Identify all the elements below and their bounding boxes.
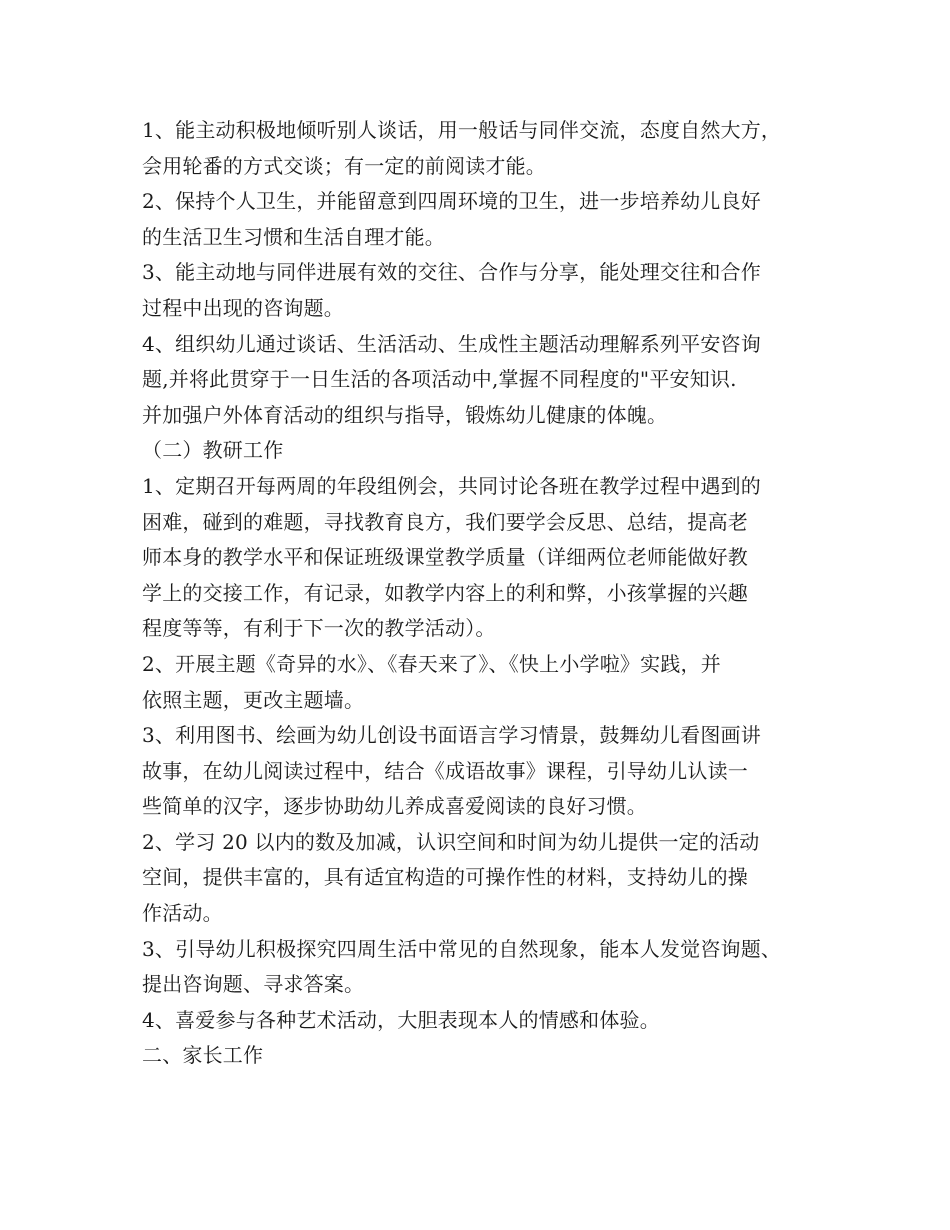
text-line: 2、学习 20 以内的数及加减，认识空间和时间为幼儿提供一定的活动: [142, 829, 760, 854]
text-line: 2、保持个人卫生，并能留意到四周环境的卫生，进一步培养幼儿良好: [142, 189, 761, 214]
text-line: 4、组织幼儿通过谈话、生活活动、生成性主题活动理解系列平安咨询: [142, 331, 761, 356]
text-line: 3、引导幼儿积极探究四周生活中常见的自然现象，能本人发觉咨询题、: [142, 936, 782, 961]
text-line: 提出咨询题、寻求答案。: [142, 972, 365, 997]
text-line: 依照主题，更改主题墙。: [142, 687, 365, 712]
text-line: 故事，在幼儿阅读过程中，结合《成语故事》课程，引导幼儿认读一: [142, 758, 748, 783]
text-line: 空间，提供丰富的，具有适宜构造的可操作性的材料，支持幼儿的操: [142, 865, 748, 890]
text-line: 题,并将此贯穿于一日生活的各项活动中,掌握不同程度的"平安知识.: [142, 367, 737, 392]
text-line: 3、能主动地与同伴进展有效的交往、合作与分享，能处理交往和合作: [142, 260, 761, 285]
text-line: 4、喜爱参与各种艺术活动，大胆表现本人的情感和体验。: [142, 1007, 660, 1032]
document-body: [142, 113, 832, 1074]
text-line: 并加强户外体育活动的组织与指导，锻炼幼儿健康的体魄。: [142, 402, 668, 427]
text-line: 程度等等，有利于下一次的教学活动）。: [142, 616, 496, 641]
text-line: 师本身的教学水平和保证班级课堂教学质量（详细两位老师能做好教: [142, 545, 748, 570]
text-line: 2、开展主题《奇异的水》、《春天来了》、《快上小学啦》实践，并: [142, 651, 721, 676]
text-line: 1、定期召开每两周的年段组例会，共同讨论各班在教学过程中遇到的: [142, 473, 761, 498]
text-line: 会用轮番的方式交谈；有一定的前阅读才能。: [142, 153, 546, 178]
text-line: 1、能主动积极地倾听别人谈话，用一般话与同伴交流，态度自然大方，: [142, 118, 782, 142]
text-line: 3、利用图书、绘画为幼儿创设书面语言学习情景，鼓舞幼儿看图画讲: [142, 723, 761, 748]
text-line: 的生活卫生习惯和生活自理才能。: [142, 224, 445, 249]
section-heading: 二、家长工作: [142, 1043, 264, 1068]
section-heading: （二）教研工作: [142, 438, 284, 463]
text-line: 过程中出现的咨询题。: [142, 295, 344, 320]
text-line: 困难，碰到的难题，寻找教育良方，我们要学会反思、总结，提高老: [142, 509, 748, 534]
text-line: 作活动。: [142, 901, 223, 926]
text-line: 些简单的汉字，逐步协助幼儿养成喜爱阅读的良好习惯。: [142, 794, 647, 819]
text-line: 学上的交接工作，有记录，如教学内容上的利和弊，小孩掌握的兴趣: [142, 580, 748, 605]
